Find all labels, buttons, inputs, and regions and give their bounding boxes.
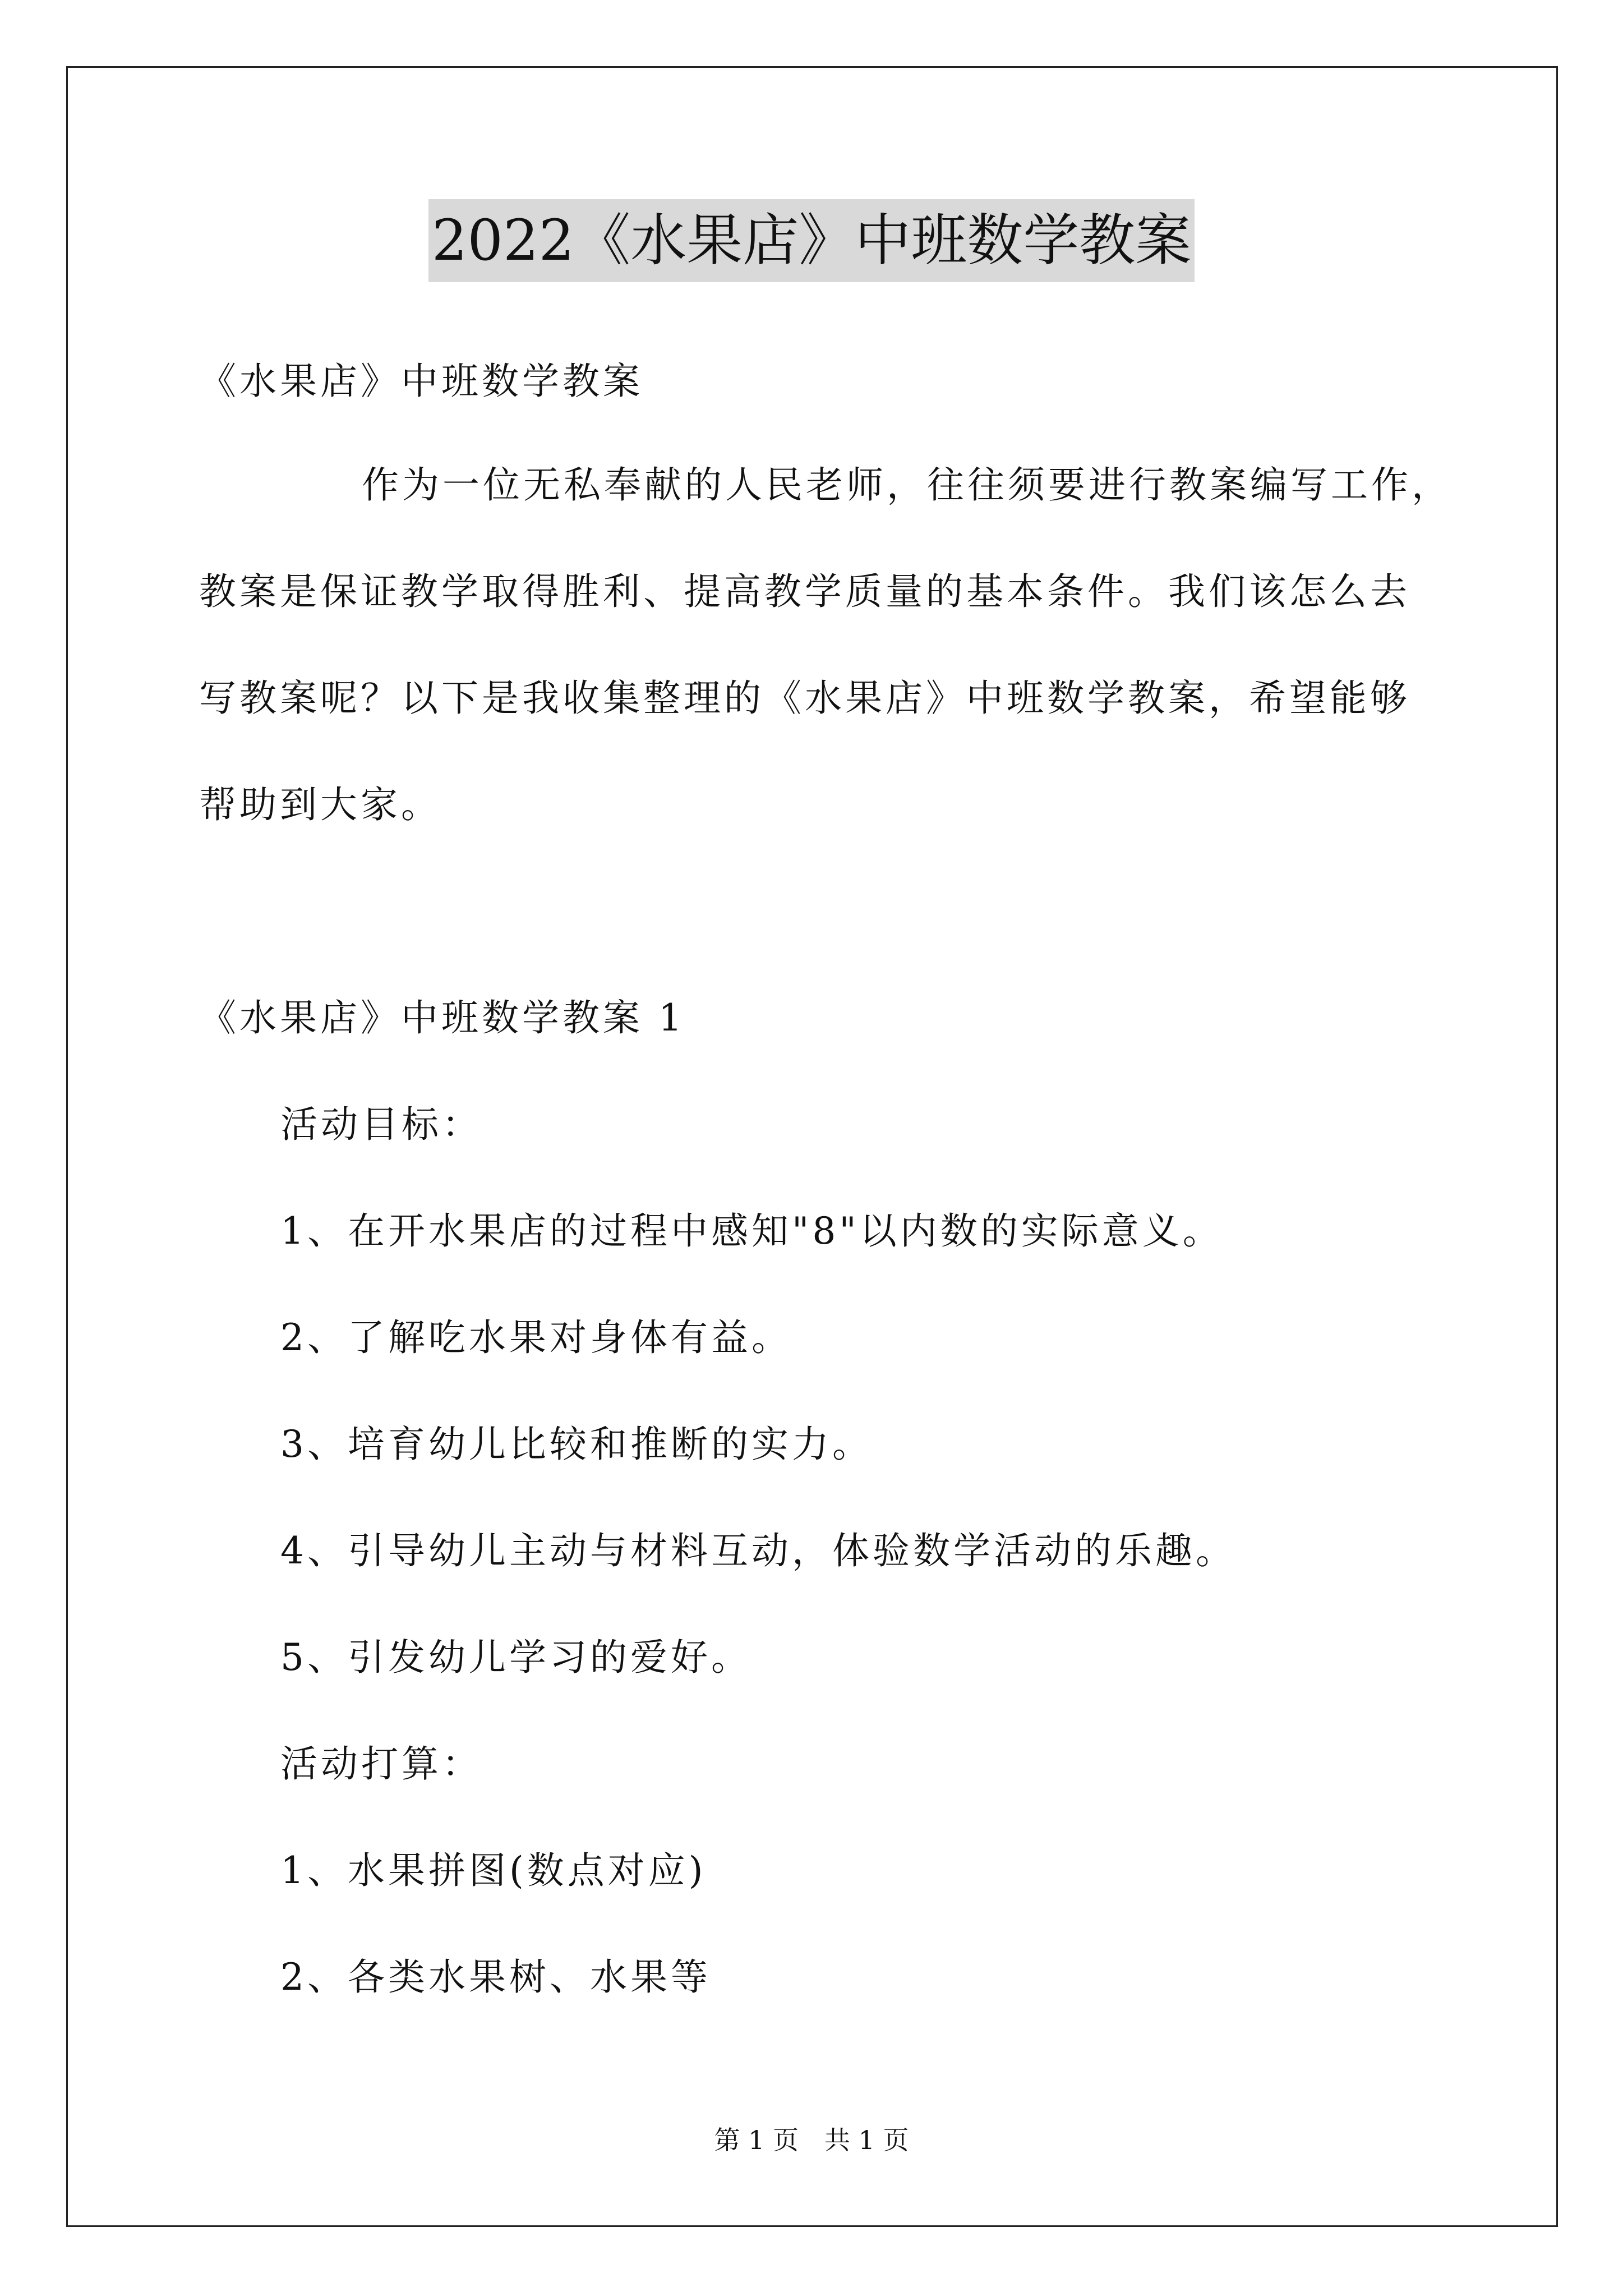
intro-line-1: 作为一位无私奉献的人民老师，往往须要进行教案编写工作， [362,463,1452,507]
goals-label: 活动目标： [280,1103,482,1146]
goal-item-2: 2、了解吃水果对身体有益。 [280,1316,792,1359]
document-title-block [0,199,1623,283]
intro-line-4: 帮助到大家。 [199,783,441,826]
goal-item-4: 4、引导幼儿主动与材料互动，体验数学活动的乐趣。 [280,1529,1236,1572]
subtitle: 《水果店》中班数学教案 [199,360,643,403]
goal-item-3: 3、培育幼儿比较和推断的实力。 [280,1423,873,1466]
section-heading: 《水果店》中班数学教案 1 [199,996,685,1039]
prep-label: 活动打算： [280,1742,482,1786]
prep-item-2: 2、各类水果树、水果等 [280,1955,711,1999]
goal-item-1: 1、在开水果店的过程中感知"8"以内数的实际意义。 [280,1209,1223,1253]
page-footer: 第 1 页 共 1 页 [714,2125,909,2155]
prep-item-1: 1、水果拼图(数点对应) [280,1849,707,1892]
intro-line-3: 写教案呢？以下是我收集整理的《水果店》中班数学教案，希望能够 [199,677,1410,720]
goal-item-5: 5、引发幼儿学习的爱好。 [280,1636,751,1679]
document-title: 2022《水果店》中班数学教案 [428,199,1195,282]
intro-line-2: 教案是保证教学取得胜利、提高教学质量的基本条件。我们该怎么去 [199,570,1410,613]
